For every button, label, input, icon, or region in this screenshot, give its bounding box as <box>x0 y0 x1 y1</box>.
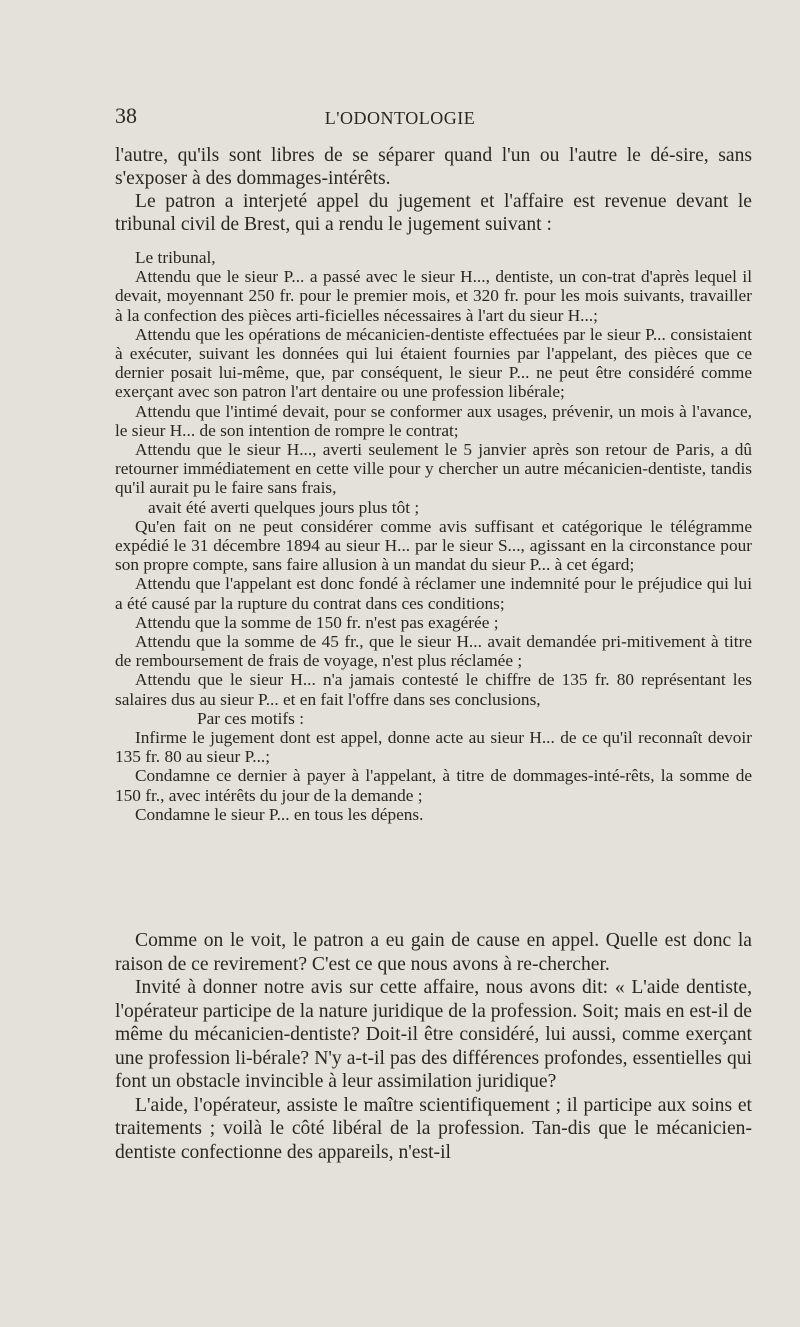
running-title: L'ODONTOLOGIE <box>324 108 476 128</box>
intro-text <box>115 144 752 236</box>
judgment-paragraph: Attendu que l'intimé devait, pour se conformer aux usages, prévenir, un mois à l'avance, le sieur H... de son intention de rompre le contrat; <box>115 401 752 440</box>
paragraph: l'autre, qu'ils sont libres de se séparer quand l'un ou l'autre le dé-sire, sans s'exposer à des dommages-intérêts. <box>115 145 752 189</box>
judgment-paragraph: Attendu que le sieur H..., averti seulement le 5 janvier après son retour de Paris, a dû retourner immédiatement en cette ville pour y chercher un autre mécanicien-dentiste, tandis qu'il aurait pu le faire sans frais, <box>115 440 752 498</box>
judgment-paragraph: Attendu que le sieur H... n'a jamais contesté le chiffre de 135 fr. 80 représentant les salaires dus au sieur P... et en fait l'offre dans ses conclusions, <box>115 670 752 709</box>
paragraph: Invité à donner notre avis sur cette affaire, nous avons dit: « L'aide dentiste, l'opérateur participe de la nature juridique de la profession. Soit; mais en est-il de même du mécanicien-dentiste? Doit-il être considéré, lui aussi, comme exerçant une profession li-bérale? N'y a-t-il pas des différences profondes, essentielles qui font un obstacle invincible à leur assimilation juridique? <box>115 977 752 1092</box>
judgment-paragraph: avait été averti quelques jours plus tôt ; <box>148 497 420 517</box>
judgment-opening: Le tribunal, <box>135 248 216 267</box>
judgment-motifs: Par ces motifs : <box>197 708 305 728</box>
judgment-paragraph: Condamne ce dernier à payer à l'appelant, à titre de dommages-inté-rêts, la somme de 150 fr., avec intérêts du jour de la demande ; <box>115 766 752 805</box>
judgment-paragraph: Attendu que la somme de 45 fr., que le sieur H... avait demandée pri-mitivement à titre de remboursement de frais de voyage, n'est plus réclamée ; <box>115 632 752 671</box>
page-number: 38 <box>115 103 137 128</box>
paragraph: Le patron a interjeté appel du jugement et l'affaire est revenue devant le tribunal civil de Brest, qui a rendu le jugement suivant : <box>115 191 752 235</box>
judgment-paragraph: Attendu que la somme de 150 fr. n'est pas exagérée ; <box>135 612 499 632</box>
judgment-paragraph: Condamne le sieur P... en tous les dépens. <box>135 804 424 824</box>
judgment-paragraph: Qu'en fait on ne peut considérer comme avis suffisant et catégorique le télégramme expédié le 31 décembre 1894 au sieur H... par le sieur S..., agissant en la circonstance pour son propre compte, sans faire allusion à un mandat du sieur P... à cet égard; <box>115 516 752 575</box>
commentary-text <box>115 929 752 1164</box>
judgment-paragraph: Attendu que les opérations de mécanicien-dentiste effectuées par le sieur P... consistaient à exécuter, suivant les données qui lui étaient fournies par l'appelant, des pièces que ce dernier posait lui-même, que, par conséquent, le sieur P... ne peut être considéré comme exerçant avec son patron l'art dentaire ou une profession libérale; <box>115 324 752 402</box>
paragraph: Comme on le voit, le patron a eu gain de cause en appel. Quelle est donc la raison de ce revirement? C'est ce que nous avons à re-chercher. <box>115 930 752 975</box>
judgment-quote <box>115 248 752 824</box>
judgment-paragraph: Infirme le jugement dont est appel, donne acte au sieur H... de ce qu'il reconnaît devoir 135 fr. 80 au sieur P...; <box>115 728 752 767</box>
judgment-paragraph: Attendu que le sieur P... a passé avec le sieur H..., dentiste, un con-trat d'après lequel il devait, moyennant 250 fr. pour le premier mois, et 320 fr. pour les mois suivants, travailler à la confection des pièces arti-ficielles nécessaires à l'art du sieur H...; <box>115 267 752 325</box>
judgment-paragraph: Attendu que l'appelant est donc fondé à réclamer une indemnité pour le préjudice qui lui a été causé par la rupture du contrat dans ces conditions; <box>115 574 752 613</box>
paragraph: L'aide, l'opérateur, assiste le maître scientifiquement ; il participe aux soins et traitements ; voilà le côté libéral de la profession. Tan-dis que le mécanicien-dentiste confectionne des appareils, n'est-il <box>115 1094 752 1163</box>
